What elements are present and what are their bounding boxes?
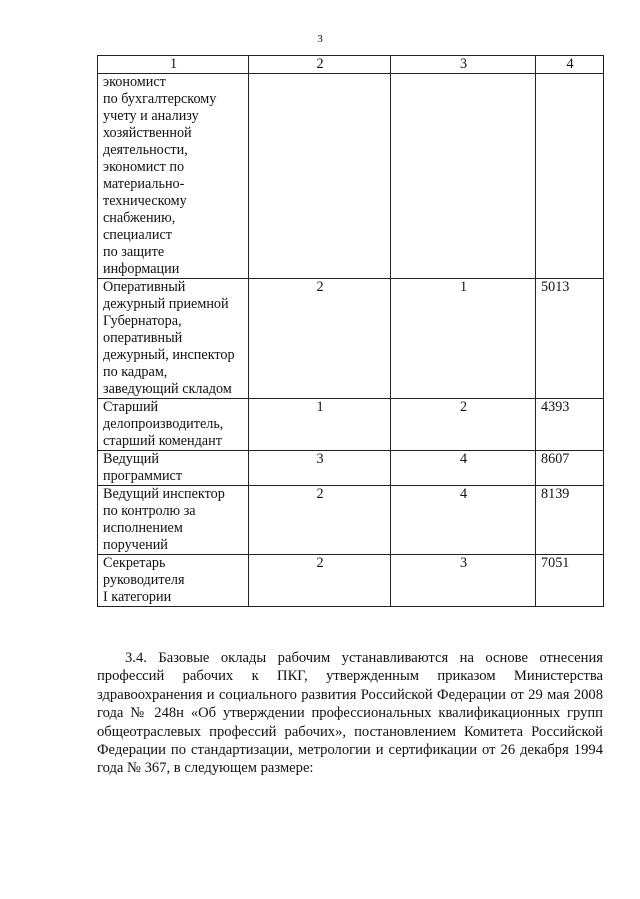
- level-cell: 2: [391, 399, 536, 451]
- table-body: [98, 74, 604, 607]
- salary-cell: 4393: [536, 399, 604, 451]
- position-line: по кадрам,: [103, 364, 168, 380]
- position-line: экономист по: [103, 159, 185, 175]
- page-number: 3: [317, 33, 323, 45]
- position-line: I категории: [103, 589, 172, 605]
- level-cell: 4: [391, 486, 536, 555]
- position-cell: [98, 486, 249, 555]
- column-header-4: 4: [536, 56, 604, 74]
- salary-cell: [536, 74, 604, 279]
- position-line: поручений: [103, 537, 168, 553]
- position-line: по контролю за: [103, 503, 196, 519]
- salary-cell: 5013: [536, 279, 604, 399]
- column-header-1: 1: [98, 56, 249, 74]
- column-header-2: 2: [249, 56, 391, 74]
- level-cell: [391, 74, 536, 279]
- position-line: программист: [103, 468, 183, 484]
- position-line: дежурный приемной: [103, 296, 229, 312]
- position-cell: [98, 451, 249, 486]
- position-line: Ведущий инспектор: [103, 486, 225, 502]
- position-line: информации: [103, 261, 180, 277]
- table-row: [98, 451, 604, 486]
- position-line: по бухгалтерскому: [103, 91, 217, 107]
- group-cell: 2: [249, 555, 391, 607]
- paragraph-3-4: [97, 649, 603, 778]
- group-cell: [249, 74, 391, 279]
- position-line: Старший: [103, 399, 159, 415]
- position-line: экономист: [103, 74, 166, 90]
- position-line: по защите: [103, 244, 165, 260]
- position-line: исполнением: [103, 520, 183, 536]
- group-cell: 1: [249, 399, 391, 451]
- paragraph-text: 3.4. Базовые оклады рабочим устанавливаются на основе отнесения профессий рабочих к ПКГ, утвержденным приказом Министерства здравоохранения и социального развития Российской Федерации от 29 мая 2008 года № 248н «Об утверждении профессиональных квалификационных групп общеотраслевых профессий рабочих», постановлением Комитета Российской Федерации по стандартизации, метрологии и сертификации от 26 декабря 1994 года № 367, в следующем размере:: [97, 650, 603, 777]
- table-row: [98, 486, 604, 555]
- position-cell: [98, 279, 249, 399]
- position-line: старший комендант: [103, 433, 222, 449]
- position-line: снабжению,: [103, 210, 176, 226]
- position-cell: [98, 74, 249, 279]
- table-row: [98, 279, 604, 399]
- salary-cell: 8607: [536, 451, 604, 486]
- position-line: хозяйственной: [103, 125, 192, 141]
- group-cell: 3: [249, 451, 391, 486]
- salary-cell: 7051: [536, 555, 604, 607]
- table-header-row: [98, 56, 604, 74]
- position-line: Секретарь: [103, 555, 166, 571]
- position-line: учету и анализу: [103, 108, 199, 124]
- position-line: дежурный, инспектор: [103, 347, 235, 363]
- table-row: [98, 74, 604, 279]
- salary-cell: 8139: [536, 486, 604, 555]
- group-cell: 2: [249, 279, 391, 399]
- level-cell: 1: [391, 279, 536, 399]
- table-row: [98, 555, 604, 607]
- position-line: деятельности,: [103, 142, 188, 158]
- level-cell: 3: [391, 555, 536, 607]
- position-line: заведующий складом: [103, 381, 232, 397]
- position-line: руководителя: [103, 572, 185, 588]
- position-line: оперативный: [103, 330, 183, 346]
- position-cell: [98, 399, 249, 451]
- salary-table: [97, 55, 604, 607]
- group-cell: 2: [249, 486, 391, 555]
- table-row: [98, 399, 604, 451]
- column-header-3: 3: [391, 56, 536, 74]
- position-line: техническому: [103, 193, 187, 209]
- position-line: делопроизводитель,: [103, 416, 224, 432]
- position-line: материально-: [103, 176, 185, 192]
- position-line: Ведущий: [103, 451, 159, 467]
- position-line: специалист: [103, 227, 172, 243]
- position-line: Оперативный: [103, 279, 186, 295]
- level-cell: 4: [391, 451, 536, 486]
- position-line: Губернатора,: [103, 313, 182, 329]
- position-cell: [98, 555, 249, 607]
